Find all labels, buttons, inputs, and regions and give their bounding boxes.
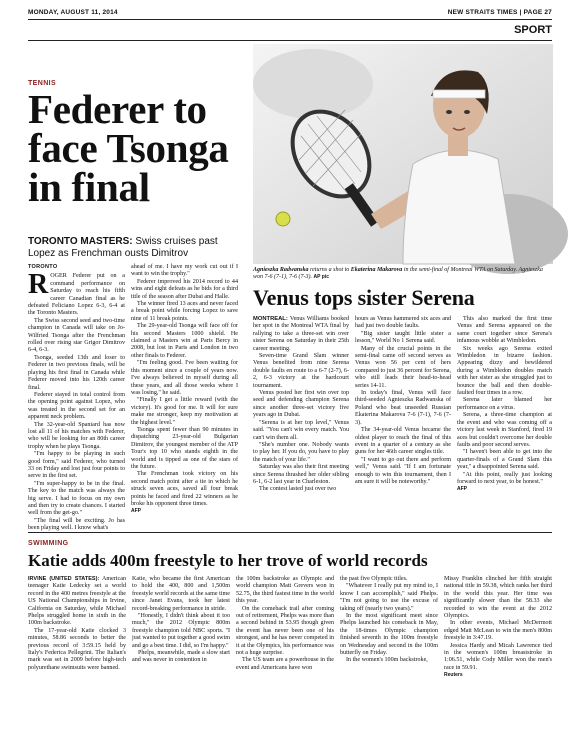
- paragraph: Tsonga, seeded 13th and loser to Federer in two previous finals, will be playing his first final in Canada while Federer moved into his 120th career final.: [28, 354, 125, 391]
- story1-dropcap: R: [28, 269, 49, 301]
- story1-column-1: [28, 264, 125, 532]
- paragraph: Tsonga spent fewer than 90 minutes in dispatching 23-year-old Bulgarian Dimitrov, the youngest member of the ATP Tour's top 10 who stands eighth in the world and is tipped as one of the stars of the future.: [131, 426, 238, 470]
- paragraph: Missy Franklin clinched her fifth straight national title in 59.38, which ranks her third in the world this year. Her time was significantly slower than the 58.33 she recorded to win the event at the 2012 Olympics.: [444, 576, 552, 620]
- paragraph: "I haven't been able to get into the quarter-finals of a Grand Slam this year," a disappointed Serena said.: [457, 449, 552, 471]
- paragraph: The winner fired 13 aces and never faced a break point while forcing Lopez to save nine of 11 break points.: [131, 301, 238, 322]
- caption-text-2: in the semi-final of Montreal WTA on Saturday. Agnieszka won 7-6 (7-1), 7-6 (7-3).: [253, 267, 543, 281]
- paragraph: Katie, who became the first American to hold the 400, 800 and 1,500m freestyle world records at the same time since Janet Evans, took her latest record-breaking performance in stride.: [132, 576, 230, 612]
- paragraph: "I want to go out there and perform well," Venus said. "If I am fortunate enough to win this tournament, then I am sure it will be noteworthy.": [355, 456, 451, 485]
- caption-credit: AP pic: [313, 274, 329, 281]
- paragraph: Serena, a three-time champion at the event and who was coming off a victory last week in Stanford, fired 19 aces but couldn't overcome her double faults and poor second serves.: [457, 412, 552, 448]
- paragraph: "Serena is at her top level," Venus said. "You can't win every match. You can't win them all.: [253, 419, 349, 441]
- story3-kicker: SWIMMING: [28, 540, 69, 547]
- paragraph: Six weeks ago Serena exited Wimbledon in bizarre fashion. Appearing dizzy and bewildered during a Wimbledon doubles match with her sister as she struggled just to bounce the ball and then double-faulted four times in a row.: [457, 345, 552, 397]
- caption-player-1: Agnieszka Radwanska: [253, 267, 309, 273]
- paragraph: "I'm happy to be playing in such good form," said Federer, who turned 33 on Friday and lost just four points to serve in the first set.: [28, 451, 125, 480]
- paper-name-page: NEW STRAITS TIMES | PAGE 27: [447, 9, 552, 16]
- paragraph: The 17-year-old Katie clocked 3 minutes, 58.86 seconds to better the previous record of 3:59.15 held by Italy's Federica Pellegrini. The Italian's mark was set in 2009 before high-tech polyurethane swimsuits were banned.: [28, 627, 126, 671]
- paragraph: The US team are a powerhouse in the event and Americans have won: [236, 657, 334, 671]
- paragraph: "Finally I get a little reward (with the victory). It's good for me. It will for sure make me stronger, keep my motivation at the highest level.": [131, 397, 238, 426]
- paragraph: the 100m backstroke as Olympic and world champion Matt Grevers won in 52.75, the third fastest time in the world this year.: [236, 576, 334, 605]
- story3-headline: Katie adds 400m freestyle to her trove of world records: [28, 551, 428, 570]
- paragraph: In today's final, Venus will face third-seeded Agnieszka Radwanska of Poland who beat unseeded Russian Ekaterina Makarova 7-6 (7-1), 7-6 (7-3).: [355, 390, 451, 426]
- paragraph: The contest lasted just over two: [259, 486, 337, 493]
- section-label: SPORT: [514, 24, 552, 36]
- paragraph: "I'm super-happy to be in the final. The key to the match was always the big serve. I had to focus on my own and then try to create chances. I started well from the get-go.": [28, 480, 125, 517]
- paragraph-text: Venus Williams booked her spot in the Montreal WTA final by rallying to take a three-set win over sister Serena on Saturday in their 25th career meeting.: [253, 316, 349, 352]
- story1-kicker: TENNIS: [28, 80, 57, 87]
- story3-column-4: [340, 576, 438, 728]
- paragraph: "Honestly, I didn't think about it too much," the 2012 Olympic 800m freestyle champion told NBC sports. "I just wanted to put together a good swim and go a best time. I did, so I'm happy.": [132, 613, 230, 649]
- story3-dateline: IRVINE (UNITED STATES):: [28, 576, 100, 582]
- masthead: [28, 6, 552, 20]
- story1-headline: Federer to face Tsonga in final: [28, 86, 229, 210]
- paragraph: On the comeback trail after coming out of retirement, Phelps was more than a second behind in 53.95 though given the event has never been one of his strongest, and he has never competed in it at the Olympics, his performance was not a huge surprise.: [236, 605, 334, 657]
- paragraph: the past five Olympic titles.: [340, 576, 408, 582]
- paragraph: The Frenchman took victory on his second match point after a tie in which he struck seven aces, saved all four break points he faced and fired 22 winners as he broke his opponent three times.: [131, 471, 238, 507]
- paragraph: "Whatever I really put my mind to, I know I can accomplish," said Phelps. "I'm not going to use the excuse of taking off (nearly two years).": [340, 583, 438, 612]
- paragraph: In the women's 100m backstroke,: [346, 657, 428, 664]
- paragraph: The 34-year-old Venus became the oldest player to reach the final of this event in a quarter of a century as she guns for her 46th career singles title.: [355, 427, 451, 456]
- story3-column-3: [236, 576, 334, 728]
- paragraph: "At this point, really just looking forward to next year, to be honest.": [457, 471, 552, 485]
- paragraph: This also marked the first time Venus and Serena appeared on the same court together since Serena's infamous wobble at Wimbledon.: [457, 316, 552, 345]
- paragraph: Saturday was also their first meeting since Serena thrashed her older sibling 6-1, 6-2 last year in Charleston.: [253, 464, 349, 485]
- paragraph: The 32-year-old Spaniard has now lost all 11 of his matches with Federer, who will be looking for an 80th career trophy when he plays Tsonga.: [28, 421, 125, 450]
- paragraph: The Swiss second seed and two-time champion in Canada will take on Jo-Wilfried Tsonga after the Frenchman rolled over rising star Grigor Dimitrov 6-4, 6-3.: [28, 317, 125, 354]
- caption-player-2: Ekaterina Makarova: [350, 267, 403, 273]
- deck-text: Swiss cruises past Lopez as Frenchman ousts Dimitrov: [28, 236, 218, 259]
- tennis-photo: [253, 44, 553, 264]
- paragraph: "Big sister taught little sister a lesson," World No 1 Serena said.: [355, 330, 451, 345]
- story1-dateline: TORONTO: [28, 264, 58, 270]
- story3-column-5: [444, 576, 552, 728]
- story2-headline: Venus tops sister Serena: [253, 285, 475, 310]
- story2-column-1: [253, 316, 349, 528]
- story3-column-2: [132, 576, 230, 728]
- paragraph: Jessica Hardy and Micah Lawrence tied in the women's 100m breaststroke in 1:06.51, while Cody Miller won the men's race in 59.91.: [444, 642, 552, 671]
- paragraph: Federer stayed in total control from the opening point against Lopez, who was treated in the second set for an apparent neck problem.: [28, 391, 125, 421]
- paragraph: ahead of me. I have my work cut out if I want to win the trophy.": [131, 264, 238, 278]
- story2-dateline: MONTREAL:: [253, 316, 288, 322]
- paragraph: Venus posted her first win over top seed and defending champion Serena since another three-set victory five years ago in Dubai.: [253, 390, 349, 419]
- story1-deck: [28, 236, 238, 260]
- story2-column-2: [355, 316, 451, 528]
- issue-date: MONDAY, AUGUST 11, 2014: [28, 9, 118, 16]
- paragraph: [253, 316, 349, 353]
- paragraph-text: American teenager Katie Ledecky set a world record in the 400 metres freestyle at the US National Championships in Irvine, California on Saturday, while Michael Phelps struggled home in sixth in the 100m backstroke.: [28, 576, 126, 627]
- tennis-player-illustration: [253, 44, 553, 264]
- paragraph: "She's number one. Nobody wants to play her. If you do, you have to play the match of your life.": [253, 441, 349, 463]
- caption-text-1: returns a shot to: [308, 267, 351, 273]
- paragraph: Serena later blamed her performance on a virus.: [457, 397, 552, 411]
- paragraph: Phelps, meanwhile, made a slow start and was never in contention in: [132, 650, 230, 664]
- deck-lead: TORONTO MASTERS:: [28, 236, 133, 247]
- story2-column-3: [457, 316, 552, 528]
- paragraph: In the most significant meet since Phelps launched his comeback in May, the 18-times Olympic champion finished seventh in the 100m freestyle on Wednesday and second in the 100m butterfly on Friday.: [340, 613, 438, 657]
- paragraph: Federer improved his 2014 record to 44 wins and eight defeats as he bids for a third title of the season after Dubai and Halle.: [131, 278, 238, 300]
- section-rule: [28, 40, 552, 41]
- paragraph: "The final will be exciting. Jo has been playing well. I know what's: [28, 517, 125, 532]
- paragraph: OGER Federer put on a command performance on Saturday to reach his fifth career Canadian final as he defeated Feliciano Lopez 6-3, 6-4 at the Toronto Masters.: [28, 273, 125, 317]
- story3-column-1: [28, 576, 126, 728]
- paragraph: Seven-time Grand Slam winner Venus benefited from nine Serena double faults en route to a 6-7 (2-7), 6-2, 6-3 victory at the hardcourt tournament.: [253, 353, 349, 389]
- photo-caption: [253, 267, 553, 281]
- paragraph: The 29-year-old Tsonga will face off for his second Masters 1000 shield. He claimed a Masters win at Paris Bercy in 2008, but lost in Paris and London in two other finals to Federer.: [131, 323, 238, 359]
- story-divider: [28, 532, 552, 533]
- paragraph: In other events, Michael McDermott edged Matt McLean to win the men's 800m freestyle in 3:47.19.: [444, 620, 552, 642]
- story1-credit: AFP: [131, 508, 141, 515]
- story2-credit: AFP: [457, 486, 467, 493]
- paragraph: hours as Venus hammered six aces and had just two double faults.: [355, 316, 451, 330]
- story1-column-2: [131, 264, 238, 526]
- story3-credit: Reuters: [444, 672, 463, 679]
- paragraph: [28, 576, 126, 628]
- paragraph: Many of the crucial points in the semi-final came off second serves as Venus won 56 per cent of hers compared to just 36 percent for Serena, who still leads their head-to-head series 14-11.: [355, 345, 451, 389]
- paragraph: "I'm feeling good. I've been waiting for this moment since a couple of years now. I've always believed in myself during all these years, and all those weeks where I was losing," he said.: [131, 360, 238, 396]
